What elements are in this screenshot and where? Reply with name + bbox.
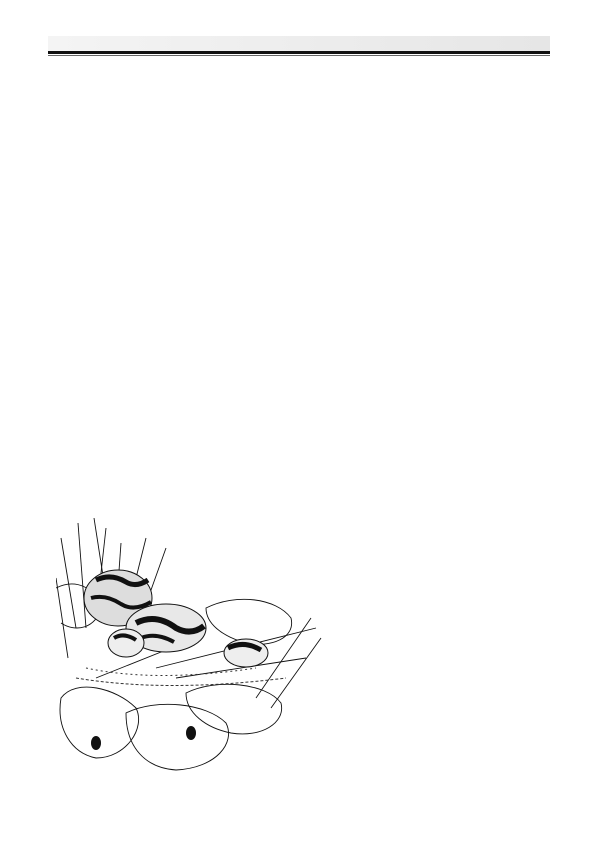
header-rule <box>48 51 550 54</box>
header-rule-thin <box>48 55 550 56</box>
woodcock-illustration <box>56 518 326 780</box>
running-header <box>48 36 550 51</box>
